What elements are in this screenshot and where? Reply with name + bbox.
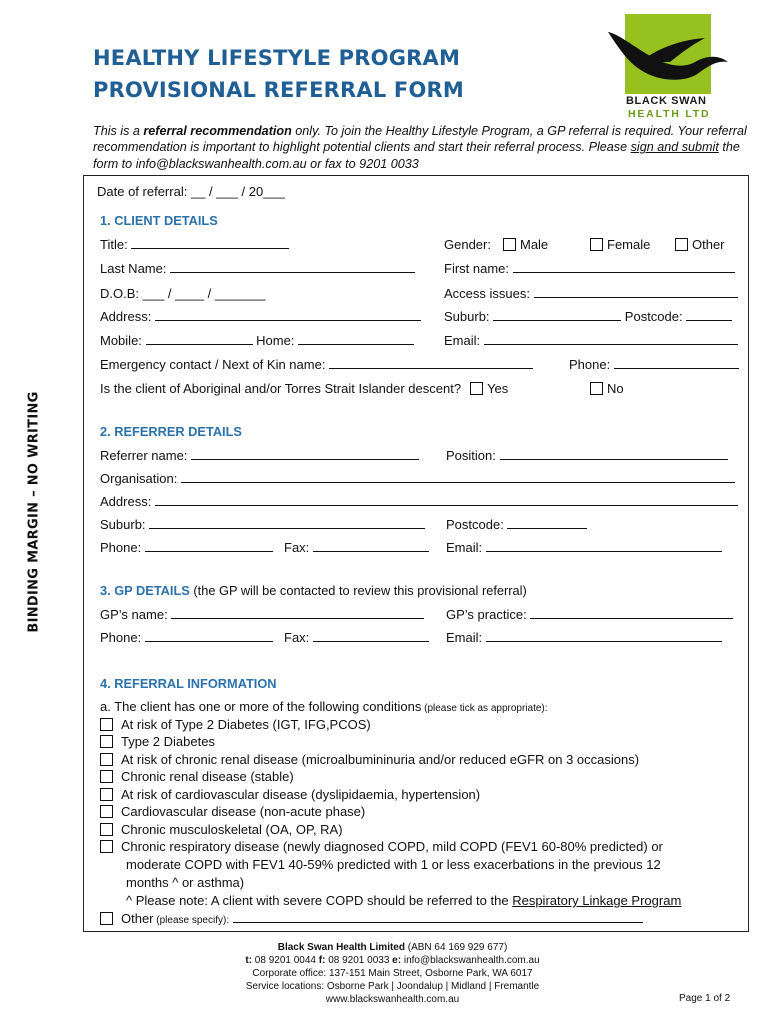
footer-company: Black Swan Health Limited (ABN 64 169 929 677) xyxy=(277,942,508,953)
female-option: Female xyxy=(586,237,650,252)
aboriginal-no-checkbox[interactable] xyxy=(590,382,603,395)
condition-item[interactable]: Type 2 Diabetes xyxy=(100,734,215,749)
logo-subtitle: HEALTH LTD xyxy=(628,108,711,120)
footer-website-link[interactable]: www.blackswanhealth.com.au xyxy=(325,994,460,1005)
condition-checkbox[interactable] xyxy=(100,718,113,731)
condition-checkbox[interactable] xyxy=(100,788,113,801)
condition-item[interactable]: At risk of chronic renal disease (microalbumininuria and/or reduced eGFR on 3 occasions) xyxy=(100,752,639,767)
client-address-field[interactable]: Address: xyxy=(100,309,421,324)
referrer-fax-field[interactable]: Fax: xyxy=(284,540,429,555)
last-name-field[interactable]: Last Name: xyxy=(100,261,415,276)
footer-locations: Service locations: Osborne Park | Joondalup | Midland | Fremantle xyxy=(245,981,540,992)
condition-item[interactable]: Chronic respiratory disease (newly diagnosed COPD, mild COPD (FEV1 60-80% predicted) or xyxy=(100,839,663,854)
access-issues-field[interactable]: Access issues: xyxy=(444,286,738,301)
copd-continuation-1: moderate COPD with FEV1 40-59% predicted with 1 or less exacerbations in the previous 12 xyxy=(126,857,661,872)
condition-item[interactable]: Cardiovascular disease (non-acute phase) xyxy=(100,804,365,819)
footer-office: Corporate office: 137-151 Main Street, Osborne Park, WA 6017 xyxy=(252,968,533,979)
referrer-name-field[interactable]: Referrer name: xyxy=(100,448,419,463)
page-title-line-2: PROVISIONAL REFERRAL FORM xyxy=(93,78,464,102)
referrer-phone-field[interactable]: Phone: xyxy=(100,540,273,555)
client-email-field[interactable]: Email: xyxy=(444,333,738,348)
first-name-field[interactable]: First name: xyxy=(444,261,735,276)
other-gender-checkbox[interactable] xyxy=(675,238,688,251)
conditions-intro: a. The client has one or more of the following conditions (please tick as appropriate): xyxy=(100,699,548,714)
logo-name: BLACK SWAN xyxy=(626,95,707,107)
condition-item[interactable]: At risk of cardiovascular disease (dyslipidaemia, hypertension) xyxy=(100,787,480,802)
gp-phone-field[interactable]: Phone: xyxy=(100,630,273,645)
footer-contact: t: 08 9201 0044 f: 08 9201 0033 e: info@blackswanhealth.com.au xyxy=(245,955,540,966)
referrer-address-field[interactable]: Address: xyxy=(100,494,738,509)
gp-fax-field[interactable]: Fax: xyxy=(284,630,429,645)
client-suburb-field[interactable]: Suburb: Postcode: xyxy=(444,309,732,324)
referrer-postcode-field[interactable]: Postcode: xyxy=(446,517,587,532)
copd-note: ^ Please note: A client with severe COPD should be referred to the Respiratory Linkage Program xyxy=(126,893,682,908)
gp-details-heading: 3. GP DETAILS (the GP will be contacted to review this provisional referral) xyxy=(100,583,527,598)
female-checkbox[interactable] xyxy=(590,238,603,251)
intro-paragraph: This is a referral recommendation only. To join the Healthy Lifestyle Program, a GP referral is required. Your referral recommendation is important to highlight potential clients and start their referral process. Please sign and submit the form to info@blackswanhealth.com.au or fax to 9201 0033 xyxy=(93,124,747,171)
male-checkbox[interactable] xyxy=(503,238,516,251)
gp-email-field[interactable]: Email: xyxy=(446,630,722,645)
gender-field: Gender: Male xyxy=(444,237,549,252)
date-of-referral[interactable]: Date of referral: __ / ___ / 20___ xyxy=(97,184,285,199)
other-condition-checkbox[interactable] xyxy=(100,912,113,925)
condition-checkbox[interactable] xyxy=(100,735,113,748)
referrer-email-field[interactable]: Email: xyxy=(446,540,722,555)
organisation-field[interactable]: Organisation: xyxy=(100,471,735,486)
dob-field[interactable]: D.O.B: ___ / ____ / _______ xyxy=(100,286,266,301)
aboriginal-no-option: No xyxy=(586,381,624,396)
other-condition-field[interactable]: Other (please specify): xyxy=(100,911,643,926)
emergency-contact-field[interactable]: Emergency contact / Next of Kin name: xyxy=(100,357,533,372)
condition-checkbox[interactable] xyxy=(100,840,113,853)
condition-checkbox[interactable] xyxy=(100,753,113,766)
other-option: Other xyxy=(671,237,725,252)
respiratory-linkage-link[interactable]: Respiratory Linkage Program xyxy=(512,893,682,908)
copd-continuation-2: months ^ or asthma) xyxy=(126,875,245,890)
condition-item[interactable]: Chronic renal disease (stable) xyxy=(100,769,294,784)
gp-name-field[interactable]: GP’s name: xyxy=(100,607,424,622)
binding-margin-label: BINDING MARGIN – NO WRITING xyxy=(26,391,42,633)
emergency-phone-field[interactable]: Phone: xyxy=(569,357,739,372)
mobile-field[interactable]: Mobile: Home: xyxy=(100,333,414,348)
aboriginal-question: Is the client of Aboriginal and/or Torres Strait Islander descent? Yes xyxy=(100,381,509,396)
client-details-heading: 1. CLIENT DETAILS xyxy=(100,213,218,228)
title-field[interactable]: Title: xyxy=(100,237,289,252)
page-number: Page 1 of 2 xyxy=(679,993,731,1004)
referrer-suburb-field[interactable]: Suburb: xyxy=(100,517,425,532)
condition-checkbox[interactable] xyxy=(100,805,113,818)
page-title-line-1: HEALTHY LIFESTYLE PROGRAM xyxy=(93,46,461,70)
gp-practice-field[interactable]: GP’s practice: xyxy=(446,607,733,622)
condition-item[interactable]: Chronic musculoskeletal (OA, OP, RA) xyxy=(100,822,343,837)
condition-item[interactable]: At risk of Type 2 Diabetes (IGT, IFG,PCOS) xyxy=(100,717,371,732)
condition-checkbox[interactable] xyxy=(100,823,113,836)
referrer-position-field[interactable]: Position: xyxy=(446,448,728,463)
condition-checkbox[interactable] xyxy=(100,770,113,783)
referrer-details-heading: 2. REFERRER DETAILS xyxy=(100,424,242,439)
referral-information-heading: 4. REFERRAL INFORMATION xyxy=(100,676,277,691)
black-swan-logo-icon xyxy=(600,10,730,100)
aboriginal-yes-checkbox[interactable] xyxy=(470,382,483,395)
